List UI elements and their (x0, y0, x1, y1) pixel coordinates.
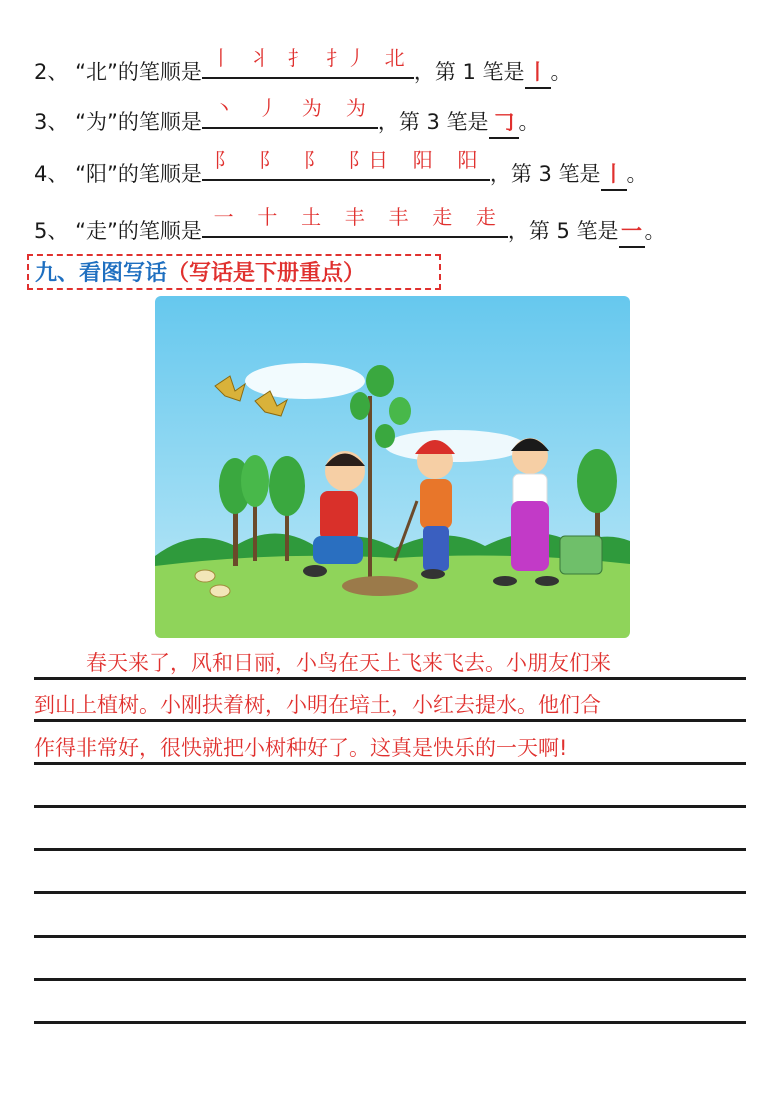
stroke-order-blank (202, 47, 414, 79)
writing-line (34, 978, 746, 981)
stroke: 丬 (249, 46, 270, 70)
question-5 (34, 205, 666, 243)
question-prompt: “阳”的笔顺是 (75, 162, 202, 186)
stroke: 丰 (344, 205, 365, 229)
punct: 。 (626, 162, 648, 186)
section-title: 九、看图写话 (35, 261, 168, 286)
tree-planting-illustration (155, 296, 630, 638)
answer-blank: 一 (619, 216, 645, 248)
stroke: 丰 (388, 205, 409, 229)
illustration-svg (155, 296, 630, 638)
stroke-order-blank (202, 97, 378, 129)
stroke-order-blank (202, 149, 490, 181)
stroke: 为 (301, 96, 322, 120)
stroke: 阝 (214, 148, 235, 172)
stroke: 阳 (457, 148, 478, 172)
writing-line (34, 805, 746, 808)
question-prompt: “北”的笔顺是 (75, 60, 202, 84)
stroke-sequence (202, 143, 490, 177)
section-heading (27, 254, 441, 290)
writing-line (34, 848, 746, 851)
essay-text: 春天来了，风和日丽，小鸟在天上飞来飞去。小朋友们来 (86, 651, 611, 675)
stroke: 阳 (412, 148, 433, 172)
stroke: 走 (475, 205, 496, 229)
question-prompt: “走”的笔顺是 (75, 219, 202, 243)
stroke: ⺘ (287, 46, 308, 70)
stroke: 走 (432, 205, 453, 229)
answer-blank: 丨 (601, 159, 627, 191)
essay-line-1 (34, 648, 746, 678)
essay-line-3 (34, 733, 746, 763)
stroke: 北 (384, 46, 405, 70)
question-2 (34, 46, 572, 84)
stroke: 十 (257, 205, 278, 229)
writing-line (34, 1021, 746, 1024)
question-sep: ，第 1 笔是 (413, 60, 525, 84)
stroke: 阝 (303, 148, 324, 172)
stroke-sequence (202, 200, 508, 234)
question-sep: ，第 3 笔是 (489, 162, 601, 186)
stroke: 阝 (258, 148, 279, 172)
question-sep: ，第 3 笔是 (377, 110, 489, 134)
punct: 。 (518, 110, 540, 134)
stroke: 为 (345, 96, 366, 120)
stroke: ⺘丿 (326, 46, 367, 70)
question-number: 3、 (34, 110, 69, 134)
essay-text: 作得非常好，很快就把小树种好了。这真是快乐的一天啊! (34, 736, 568, 760)
stroke: 丿 (257, 96, 278, 120)
punct: 。 (644, 219, 666, 243)
question-3 (34, 96, 540, 134)
stroke: 丨 (211, 46, 232, 70)
question-number: 4、 (34, 162, 69, 186)
writing-line (34, 891, 746, 894)
stroke-order-blank (202, 206, 508, 238)
question-4 (34, 148, 648, 186)
essay-text: 到山上植树。小刚扶着树，小明在培土，小红去提水。他们合 (34, 693, 601, 717)
stroke: 阝日 (348, 148, 389, 172)
soil (342, 576, 418, 596)
answer-blank: 丨 (525, 57, 551, 89)
section-note: （写话是下册重点） (167, 261, 366, 286)
stroke-sequence (202, 91, 378, 125)
question-number: 2、 (34, 60, 69, 84)
punct: 。 (550, 60, 572, 84)
cloud (245, 363, 365, 399)
essay-line-2 (34, 690, 746, 720)
stroke-sequence (202, 41, 414, 75)
grass (155, 556, 630, 638)
question-number: 5、 (34, 219, 69, 243)
stroke: 一 (213, 205, 234, 229)
answer-blank: 𠃌 (489, 107, 519, 139)
writing-line (34, 935, 746, 938)
question-sep: ，第 5 笔是 (507, 219, 619, 243)
cloud (385, 430, 525, 462)
question-prompt: “为”的笔顺是 (75, 110, 202, 134)
stroke: 丶 (213, 96, 234, 120)
stroke: 土 (301, 205, 322, 229)
